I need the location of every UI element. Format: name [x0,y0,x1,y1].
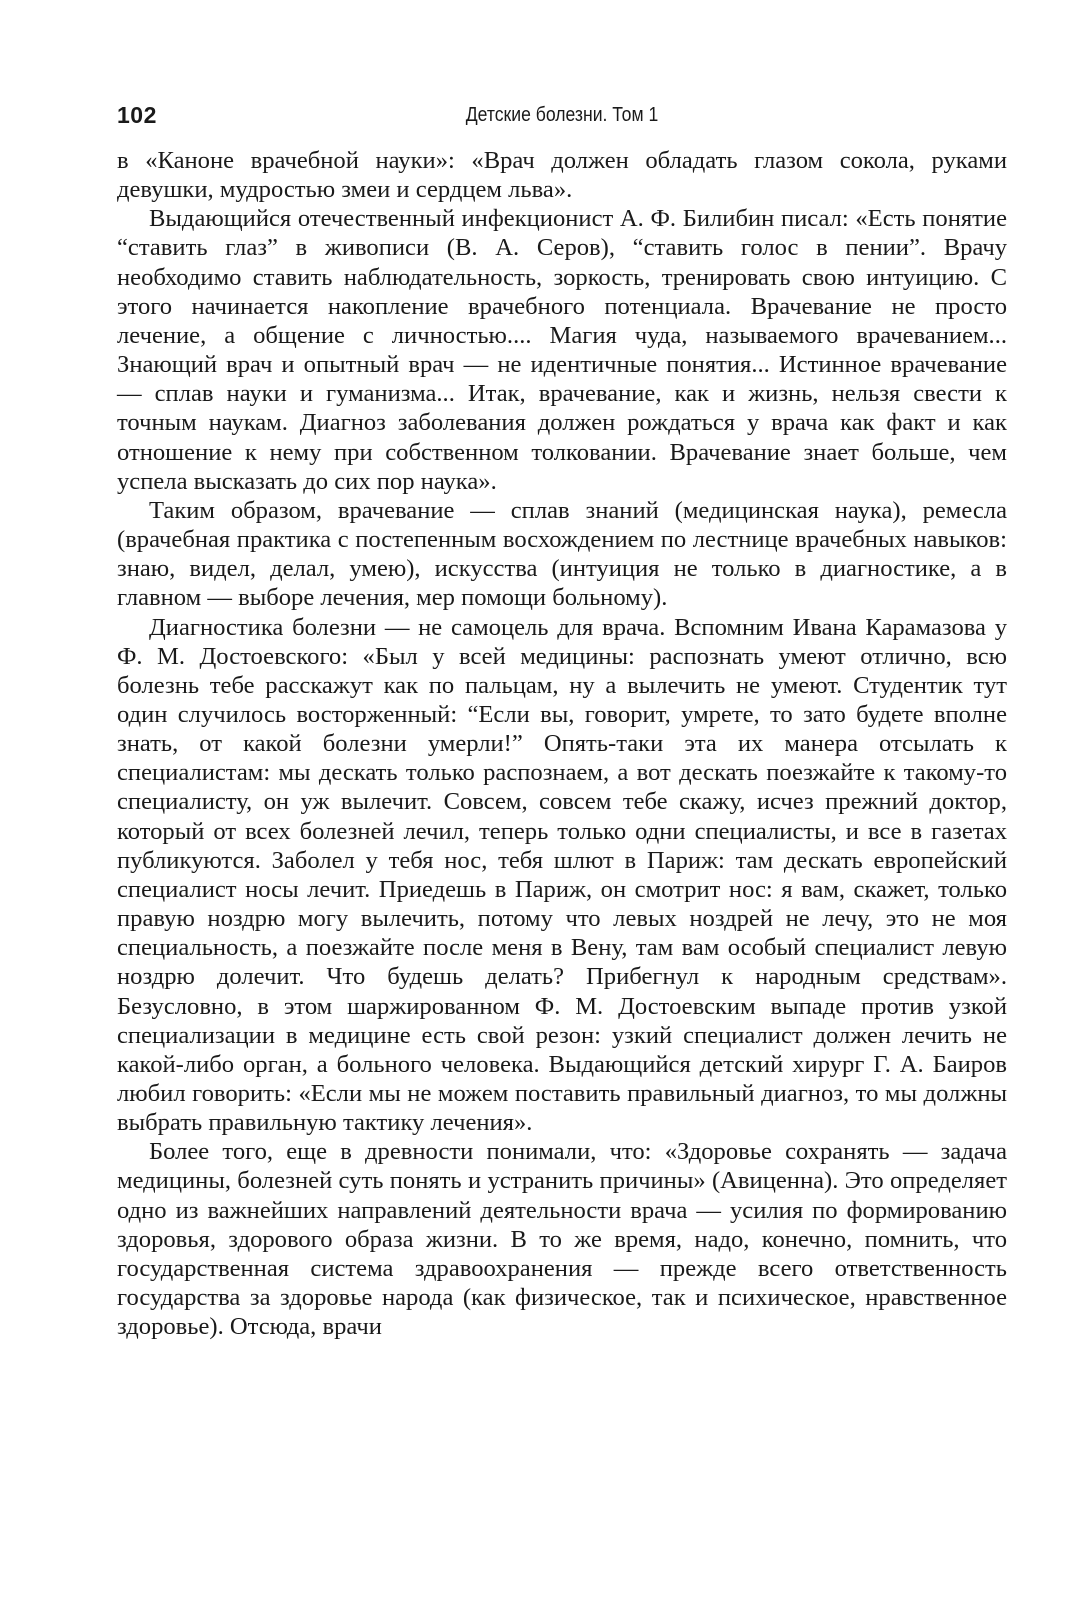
page-number: 102 [117,102,157,128]
paragraph: в «Каноне врачебной науки»: «Врач должен обладать глазом сокола, руками девушки, мудростью змеи и сердцем льва». [117,147,1007,204]
book-title: Детские болезни. Том 1 [465,104,659,126]
paragraph: Диагностика болезни — не самоцель для врача. Вспомним Ивана Карамазова у Ф. М. Достоевского: «Был у всей медицины: распознать умеют отлично, всю болезнь тебе расскажут как по пальцам, ну а вылечить не умеют. Студентик тут один случилось восторженный: “Если вы, говорит, умрете, то зато будете вполне знать, от какой болезни умерли!” Опять-таки эта их манера отсылать к специалистам: мы дескать только распознаем, а вот дескать поезжайте к такому-то специалисту, он уж вылечит. Совсем, совсем тебе скажу, исчез прежний доктор, который от всех болезней лечил, теперь только одни специалисты, и все в газетах публикуются. Заболел у тебя нос, тебя шлют в Париж: там дескать европейский специалист носы лечит. Приедешь в Париж, он смотрит нос: я вам, скажет, только правую ноздрю могу вылечить, потому что левых ноздрей не лечу, это не моя специальность, а поезжайте после меня в Вену, там вам особый специалист левую ноздрю долечит. Что будешь делать? Прибегнул к народным средствам». Безусловно, в этом шаржированном Ф. М. Достоевским выпаде против узкой специализации в медицине есть свой резон: узкий специалист должен лечить не какой-либо орган, а больного человека. Выдающийся детский хирург Г. А. Баиров любил говорить: «Если мы не можем поставить правильный диагноз, то мы должны выбрать правильную тактику лечения». [117,613,1007,1137]
paragraph: Таким образом, врачевание — сплав знаний (медицинская наука), ремесла (врачебная практика с постепенным восхождением по лестнице врачебных навыков: знаю, видел, делал, умею), искусства (интуиция не только в диагностике, а в главном — выборе лечения, мер помощи больному). [117,496,1007,612]
body-text [117,146,1007,1341]
paragraph: Более того, еще в древности понимали, что: «Здоровье сохранять — задача медицины, болезней суть понять и устранить причины» (Авиценна). Это определяет одно из важнейших направлений деятельности врача — усилия по формированию здоровья, здорового образа жизни. В то же время, надо, конечно, помнить, что государственная система здравоохранения — прежде всего ответственность государства за здоровье народа (как физическое, так и психическое, нравственное здоровье). Отсюда, врачи [117,1138,1007,1341]
paragraph: Выдающийся отечественный инфекционист А. Ф. Билибин писал: «Есть понятие “ставить глаз” в живописи (В. А. Серов), “ставить голос в пении”. Врачу необходимо ставить наблюдательность, зоркость, тренировать свою интуицию. С этого начинается накопление врачебного потенциала. Врачевание не просто лечение, а общение с личностью.... Магия чуда, называемого врачеванием... Знающий врач и опытный врач — не идентичные понятия... Истинное врачевание — сплав науки и гуманизма... Итак, врачевание, как и жизнь, нельзя свести к точным наукам. Диагноз заболевания должен рождаться у врача как факт и как отношение к нему при собственном толковании. Врачевание знает больше, чем успела высказать до сих пор наука». [117,205,1007,495]
running-head [117,100,1007,130]
